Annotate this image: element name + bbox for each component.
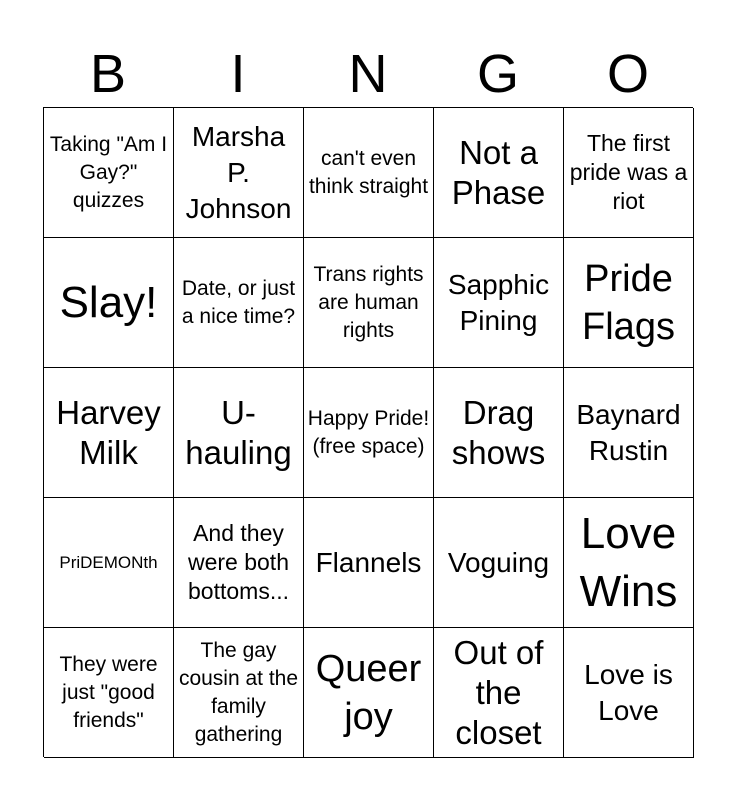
bingo-cell[interactable]: [434, 108, 564, 238]
cell-text: Trans rights are human rights: [313, 262, 424, 342]
bingo-header: [43, 40, 693, 108]
cell-text: Love Wins: [579, 508, 678, 616]
header-letter-g: G: [476, 44, 519, 104]
bingo-cell[interactable]: [44, 628, 174, 758]
bingo-cell[interactable]: [44, 368, 174, 498]
cell-text: The first pride was a riot: [569, 130, 688, 214]
bingo-free-space-cell[interactable]: [304, 368, 434, 498]
cell-text: Happy Pride! (free space): [307, 406, 430, 458]
cell-text: U-hauling: [185, 393, 292, 471]
bingo-cell[interactable]: [174, 628, 304, 758]
bingo-card-grid: [43, 107, 693, 757]
bingo-cell[interactable]: [304, 628, 434, 758]
cell-text: PriDEMONth: [59, 552, 158, 572]
bingo-cell[interactable]: [434, 628, 564, 758]
cell-text: Drag shows: [451, 393, 546, 471]
cell-text: They were just "good friends": [59, 652, 158, 732]
cell-text: Voguing: [447, 546, 550, 578]
cell-text: And they were both bottoms...: [187, 520, 289, 604]
cell-text: Harvey Milk: [56, 393, 161, 471]
cell-text: Date, or just a nice time?: [181, 276, 296, 328]
bingo-cell[interactable]: [174, 498, 304, 628]
bingo-cell[interactable]: [564, 368, 694, 498]
header-letter-n: N: [348, 44, 388, 104]
cell-text: Baynard Rustin: [576, 398, 681, 466]
bingo-cell[interactable]: [44, 238, 174, 368]
header-letter-b: B: [89, 44, 127, 104]
cell-text: Taking "Am I Gay?" quizzes: [49, 132, 168, 212]
cell-text: Out of the closet: [453, 633, 544, 751]
bingo-cell[interactable]: [564, 628, 694, 758]
cell-text: Pride Flags: [582, 257, 675, 348]
cell-text: Queer joy: [315, 647, 422, 738]
bingo-cell[interactable]: [434, 238, 564, 368]
cell-text: Flannels: [315, 546, 422, 578]
cell-text: The gay cousin at the family gathering: [178, 638, 299, 746]
cell-text: can't even think straight: [308, 146, 429, 198]
header-letter-i: I: [230, 44, 246, 104]
bingo-cell[interactable]: [564, 238, 694, 368]
bingo-cell[interactable]: [44, 498, 174, 628]
cell-text: Sapphic Pining: [447, 268, 550, 336]
bingo-cell[interactable]: [564, 108, 694, 238]
bingo-cell[interactable]: [174, 368, 304, 498]
header-letter-o: O: [606, 44, 649, 104]
bingo-cell[interactable]: [434, 368, 564, 498]
bingo-cell[interactable]: [304, 238, 434, 368]
bingo-cell[interactable]: [174, 238, 304, 368]
bingo-cell[interactable]: [564, 498, 694, 628]
cell-text: Not a Phase: [451, 133, 546, 211]
bingo-cell[interactable]: [44, 108, 174, 238]
bingo-cell[interactable]: [304, 498, 434, 628]
cell-text: Slay!: [59, 277, 158, 327]
cell-text: Marsha P. Johnson: [185, 120, 292, 224]
cell-text: Love is Love: [584, 658, 673, 726]
bingo-cell[interactable]: [174, 108, 304, 238]
bingo-cell[interactable]: [434, 498, 564, 628]
bingo-cell[interactable]: [304, 108, 434, 238]
